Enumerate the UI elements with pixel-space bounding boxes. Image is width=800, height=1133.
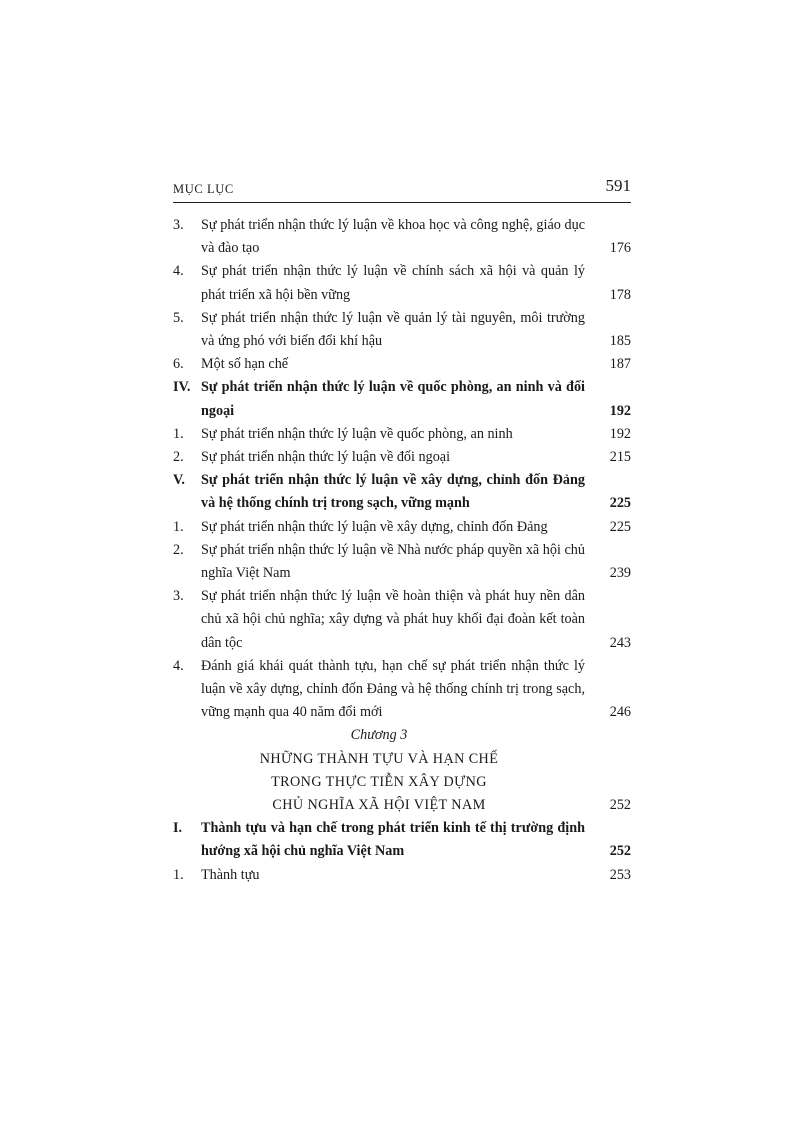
toc-section-entry: [173, 469, 631, 515]
chapter-title-line: CHỦ NGHĨA XÃ HỘI VIỆT NAM: [272, 797, 486, 814]
toc-section-entry: [173, 817, 631, 863]
toc-entry-title: Thành tựu và hạn chế trong phát triển kinh tế thị trường định hướng xã hội chủ nghĩa Việt Nam: [201, 820, 585, 860]
toc-entry-title: Thành tựu: [201, 866, 260, 883]
toc-page: [173, 0, 631, 1133]
toc-entry-number: V.: [173, 472, 185, 489]
toc-entry-page: 225: [609, 518, 631, 535]
toc-entry: [173, 260, 631, 306]
toc-entry-page: 225: [609, 495, 631, 512]
toc-entry-page: 253: [609, 866, 631, 883]
toc-entry: [173, 655, 631, 725]
chapter-title-line: TRONG THỰC TIỄN XÂY DỰNG: [271, 773, 487, 790]
toc-entry-number: 3.: [173, 217, 184, 233]
toc-entry-title: Sự phát triển nhận thức lý luận về hoàn thiện và phát huy nền dân chủ xã hội chủ nghĩa; xây dựng và phát huy khối đại đoàn kết toàn dân tộc: [201, 588, 585, 651]
toc-entry-number: 1.: [173, 518, 184, 535]
toc-entry-page: 215: [609, 449, 631, 466]
toc-entry-page: 243: [609, 634, 631, 651]
toc-entry-page: 185: [609, 333, 631, 350]
chapter-title-line: NHỮNG THÀNH TỰU VÀ HẠN CHẾ: [259, 750, 499, 767]
toc-entry-number: 2.: [173, 449, 184, 466]
toc-entry-page: 239: [609, 565, 631, 582]
chapter-label: Chương 3: [350, 727, 408, 744]
toc-entry-title: Sự phát triển nhận thức lý luận về xây dựng, chỉnh đốn Đảng: [201, 518, 548, 535]
toc-entry-number: 6.: [173, 356, 184, 373]
toc-entry: [173, 864, 631, 887]
toc-entry-title: Đánh giá khái quát thành tựu, hạn chế sự phát triển nhận thức lý luận về xây dựng, chỉnh đốn Đảng và hệ thống chính trị trong sạch, vững mạnh qua 40 năm đổi mới: [201, 657, 585, 721]
toc-entry-title: Sự phát triển nhận thức lý luận về Nhà nước pháp quyền xã hội chủ nghĩa Việt Nam: [201, 541, 585, 582]
toc-entry: [173, 214, 631, 260]
toc-entry-number: I.: [173, 820, 183, 837]
toc-entry-page: 178: [609, 286, 631, 303]
toc-entry-title: Một số hạn chế: [201, 356, 289, 373]
page-number: 591: [605, 176, 631, 195]
toc-entry-page: 246: [609, 704, 631, 721]
toc-entry-number: 2.: [173, 541, 184, 558]
toc-entry: [173, 307, 631, 353]
toc-entry: [173, 516, 631, 539]
toc-entry: [173, 585, 631, 655]
toc-entry-page: 192: [609, 425, 631, 442]
toc-entry-page: 176: [609, 240, 631, 257]
toc-entry: [173, 353, 631, 376]
toc-entry-page: 187: [609, 356, 631, 373]
toc-entry-number: IV.: [173, 379, 191, 396]
toc-entry-number: 3.: [173, 588, 184, 605]
toc-entry-title: Sự phát triển nhận thức lý luận về chính sách xã hội và quản lý phát triển xã hội bền vững: [201, 263, 585, 303]
toc-entry-page: 192: [609, 402, 631, 419]
chapter-page-number: 252: [609, 797, 631, 814]
toc-entry: [173, 423, 631, 446]
toc-entry: [173, 446, 631, 469]
toc-entry-title: Sự phát triển nhận thức lý luận về đối ngoại: [201, 449, 451, 466]
running-title: MỤC LỤC: [173, 182, 234, 196]
toc-entry: [173, 539, 631, 585]
toc-entry-number: 1.: [173, 425, 184, 442]
toc-entry-title: Sự phát triển nhận thức lý luận về quốc phòng, an ninh và đối ngoại: [201, 379, 585, 419]
toc-entry-number: 1.: [173, 866, 184, 883]
toc-section-entry: [173, 376, 631, 422]
toc-entry-number: 5.: [173, 309, 184, 326]
toc-entry-title: Sự phát triển nhận thức lý luận về quốc phòng, an ninh: [201, 425, 513, 442]
toc-entry-title: Sự phát triển nhận thức lý luận về quản lý tài nguyên, môi trường và ứng phó với biến đổi khí hậu: [201, 309, 585, 350]
chapter-heading: [173, 724, 631, 817]
toc-entry-page: 252: [609, 843, 631, 860]
page-header: [173, 176, 631, 203]
toc-entry-title: Sự phát triển nhận thức lý luận về khoa học và công nghệ, giáo dục và đào tạo: [201, 217, 585, 257]
table-of-contents: [173, 214, 631, 887]
toc-entry-number: 4.: [173, 657, 184, 674]
toc-entry-number: 4.: [173, 263, 184, 280]
toc-entry-title: Sự phát triển nhận thức lý luận về xây dựng, chỉnh đốn Đảng và hệ thống chính trị trong sạch, vững mạnh: [201, 472, 585, 512]
